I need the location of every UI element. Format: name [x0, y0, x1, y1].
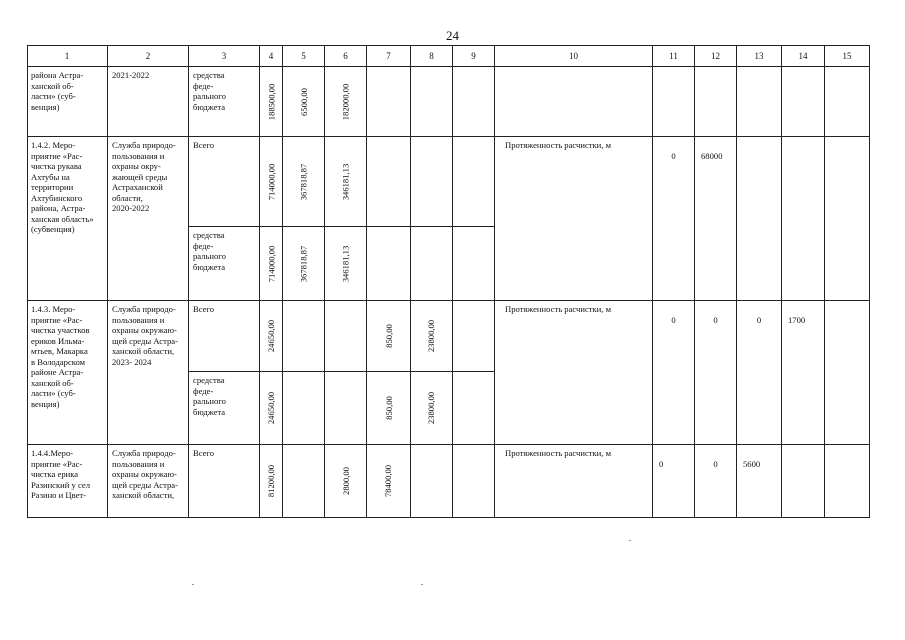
cell-text-line: пользования и [112, 314, 165, 325]
cell-text-line: венция) [31, 101, 60, 112]
cell-text-line: Служба природо- [112, 448, 176, 458]
measure-name-cell [27, 137, 108, 301]
column-header-10: 10 [495, 45, 653, 67]
column-header-11: 11 [653, 45, 695, 67]
column-header-6: 6 [325, 45, 367, 67]
cell-text-line: приятие «Рас- [31, 150, 83, 161]
amount-cell-col9 [453, 67, 495, 137]
amount-cell-col7 [367, 227, 411, 301]
amount-cell-col6 [325, 137, 367, 227]
cell-text-line: Служба природо- [112, 304, 176, 314]
amount-cell-col7 [367, 67, 411, 137]
indicator-value-cell-col15 [825, 67, 870, 137]
column-header-2: 2 [108, 45, 189, 67]
cell-text-line: 2020-2022 [112, 203, 150, 213]
amount-value: 346181,13 [340, 245, 351, 282]
cell-text-line: бюджета [193, 101, 226, 112]
indicator-value: 0 [671, 151, 676, 161]
cell-text-line: феде- [193, 240, 214, 251]
indicator-value-cell-col15 [825, 445, 870, 518]
cell-text-line: феде- [193, 80, 214, 91]
indicator-value: 1700 [788, 315, 806, 325]
scan-speck [629, 540, 631, 541]
measure-name-cell [27, 445, 108, 518]
amount-cell-col8 [411, 445, 453, 518]
column-header-5: 5 [283, 45, 325, 67]
cell-text-line: щей среды Астра- [112, 335, 178, 346]
indicator-value: 68000 [701, 151, 723, 161]
amount-value: 188500,00 [266, 83, 276, 120]
amount-value: 24650,00 [266, 391, 277, 425]
indicator-value-cell-col13 [737, 137, 782, 301]
amount-value: 2800,00 [340, 467, 351, 495]
amount-cell-col7 [367, 301, 411, 372]
column-header-15: 15 [825, 45, 870, 67]
indicator-value-cell-col14 [782, 67, 825, 137]
indicator-value-cell-col12 [695, 137, 737, 301]
cell-text-line: ласти» (суб- [31, 91, 76, 101]
cell-text-line: района Астра- [31, 70, 84, 80]
cell-text-line: ериков Ильма- [31, 335, 85, 346]
funding-source-cell [189, 137, 260, 227]
indicator-value: 5600 [743, 459, 761, 469]
indicator-value-cell-col11 [653, 67, 695, 137]
cell-text-line: ханской об- [31, 80, 74, 91]
amount-value: 6500,00 [298, 87, 309, 116]
funding-source-cell [189, 67, 260, 137]
amount-cell-col4 [260, 227, 283, 301]
executor-cell [108, 301, 189, 445]
indicator-value-cell-col11 [653, 137, 695, 301]
column-header-4: 4 [260, 45, 283, 67]
cell-text-line: чистка рукава [31, 161, 82, 171]
cell-text-line: мтьев, Макарка [31, 346, 88, 356]
indicator-label: Протяженность расчистки, м [505, 140, 612, 150]
amount-value: 81200,00 [266, 464, 277, 498]
cell-text-line: 1.4.3. Меро- [31, 304, 76, 314]
cell-text-line: Разино и Цвет- [31, 490, 87, 500]
column-header-7: 7 [367, 45, 411, 67]
cell-text-line: охраны окру- [112, 161, 161, 171]
column-header-14: 14 [782, 45, 825, 67]
column-header-12: 12 [695, 45, 737, 67]
amount-cell-col9 [453, 372, 495, 445]
amount-cell-col8 [411, 227, 453, 301]
amount-cell-col8 [411, 301, 453, 372]
amount-value: 714000,00 [266, 163, 276, 200]
cell-text-line: пользования и [112, 150, 165, 161]
amount-value: 367818,87 [298, 163, 309, 200]
cell-text-line: 1.4.2. Меро- [31, 140, 76, 150]
cell-text-line: Астраханской [112, 182, 163, 192]
funding-source-cell [189, 227, 260, 301]
amount-cell-col7 [367, 372, 411, 445]
indicator-value: 0 [713, 315, 718, 325]
indicator-value-cell-col14 [782, 301, 825, 445]
amount-cell-col4 [260, 137, 283, 227]
indicator-value-cell-col14 [782, 137, 825, 301]
indicator-value: 0 [713, 459, 718, 469]
column-header-13: 13 [737, 45, 782, 67]
amount-cell-col8 [411, 67, 453, 137]
cell-text-line: приятие «Рас- [31, 458, 83, 469]
amount-cell-col6 [325, 372, 367, 445]
cell-text-line: бюджета [193, 406, 226, 417]
cell-text-line: чистка ерика [31, 469, 79, 479]
amount-cell-col7 [367, 445, 411, 518]
amount-cell-col4 [260, 301, 283, 372]
indicator-value-cell-col12 [695, 67, 737, 137]
amount-value: 714000,00 [266, 245, 276, 282]
scan-speck [192, 584, 194, 585]
amount-cell-col6 [325, 301, 367, 372]
indicator-cell [495, 301, 653, 445]
cell-text-line: Ахтубы на [31, 171, 70, 182]
indicator-cell [495, 445, 653, 518]
indicator-value-cell-col12 [695, 445, 737, 518]
amount-cell-col5 [283, 301, 325, 372]
funding-source-cell [189, 372, 260, 445]
amount-cell-col9 [453, 301, 495, 372]
measure-name-cell [27, 301, 108, 445]
cell-text-line: бюджета [193, 261, 226, 272]
column-header-1: 1 [27, 45, 108, 67]
amount-cell-col5 [283, 137, 325, 227]
amount-value: 346181,13 [340, 163, 351, 200]
funding-source-cell [189, 301, 260, 372]
cell-text-line: ханской области, [112, 490, 175, 500]
indicator-value-cell-col13 [737, 445, 782, 518]
indicator-value-cell-col14 [782, 445, 825, 518]
cell-text-line: венция) [31, 398, 60, 409]
amount-cell-col4 [260, 372, 283, 445]
indicator-value-cell-col11 [653, 301, 695, 445]
scan-speck [421, 584, 423, 585]
indicator-value-cell-col15 [825, 137, 870, 301]
cell-text-line: щей среды Астра- [112, 479, 178, 490]
cell-text-line: 2023- 2024 [112, 356, 152, 367]
budget-table [27, 45, 870, 518]
amount-value: 367818,87 [298, 245, 309, 282]
cell-text-line: Служба природо- [112, 140, 176, 150]
amount-cell-col6 [325, 445, 367, 518]
cell-text-line: районе Астра- [31, 367, 84, 377]
indicator-label: Протяженность расчистки, м [505, 304, 612, 314]
page-number: 24 [446, 28, 459, 43]
cell-text-line: феде- [193, 385, 214, 396]
executor-cell [108, 137, 189, 301]
cell-text-line: 1.4.4.Меро- [31, 448, 74, 458]
cell-text-line: рального [193, 251, 226, 261]
amount-value: 23800,00 [426, 319, 437, 353]
amount-cell-col9 [453, 227, 495, 301]
amount-cell-col5 [283, 445, 325, 518]
amount-cell-col5 [283, 372, 325, 445]
amount-cell-col5 [283, 227, 325, 301]
cell-text-line: рального [193, 396, 226, 406]
indicator-value-cell-col15 [825, 301, 870, 445]
amount-value: 850,00 [383, 324, 394, 348]
cell-text-line: средства [193, 375, 225, 385]
amount-cell-col5 [283, 67, 325, 137]
amount-cell-col9 [453, 445, 495, 518]
amount-cell-col8 [411, 137, 453, 227]
cell-text-line: (субвенция) [31, 224, 75, 234]
indicator-cell [495, 67, 653, 137]
amount-cell-col6 [325, 67, 367, 137]
cell-text-line: ханской об- [31, 377, 74, 388]
cell-text-line: Разинский у сел [31, 479, 90, 490]
amount-value: 78400,00 [383, 464, 394, 498]
cell-text-line: рального [193, 91, 226, 101]
indicator-value-cell-col13 [737, 67, 782, 137]
indicator-value: 0 [659, 459, 664, 469]
cell-text-line: охраны окружаю- [112, 469, 177, 479]
executor-cell [108, 445, 189, 518]
cell-text-line: ханская область» [31, 213, 94, 224]
amount-cell-col4 [260, 67, 283, 137]
amount-cell-col6 [325, 227, 367, 301]
indicator-label: Протяженность расчистки, м [505, 448, 612, 458]
cell-text-line: пользования и [112, 458, 165, 469]
amount-value: 23800,00 [426, 391, 437, 425]
indicator-value-cell-col12 [695, 301, 737, 445]
cell-text-line: района, Астра- [31, 203, 86, 213]
column-header-3: 3 [189, 45, 260, 67]
cell-text-line: ханской области, [112, 346, 175, 356]
cell-text-line: области, [112, 192, 143, 203]
cell-text-line: Ахтубинского [31, 192, 83, 203]
amount-cell-col7 [367, 137, 411, 227]
column-header-9: 9 [453, 45, 495, 67]
cell-text-line: ласти» (суб- [31, 388, 76, 398]
cell-text-line: в Володарском [31, 356, 86, 367]
amount-cell-col4 [260, 445, 283, 518]
cell-text-line: 2021-2022 [112, 70, 150, 80]
measure-name-cell [27, 67, 108, 137]
amount-value: 850,00 [383, 396, 394, 420]
indicator-value-cell-col13 [737, 301, 782, 445]
indicator-value-cell-col11 [653, 445, 695, 518]
cell-text-line: Всего [193, 140, 215, 150]
indicator-value: 0 [756, 315, 762, 325]
cell-text-line: приятие «Рас- [31, 314, 83, 325]
cell-text-line: чистка участков [31, 325, 90, 335]
amount-cell-col8 [411, 372, 453, 445]
amount-cell-col9 [453, 137, 495, 227]
cell-text-line: охраны окружаю- [112, 325, 177, 335]
executor-cell [108, 67, 189, 137]
amount-value: 182000,00 [340, 83, 351, 120]
cell-text-line: Всего [193, 304, 215, 314]
cell-text-line: средства [193, 230, 225, 240]
cell-text-line: Всего [193, 448, 215, 458]
column-header-8: 8 [411, 45, 453, 67]
cell-text-line: жающей среды [112, 171, 168, 182]
funding-source-cell [189, 445, 260, 518]
indicator-value: 0 [671, 315, 676, 325]
cell-text-line: территории [31, 182, 74, 192]
indicator-cell [495, 137, 653, 301]
amount-value: 24650,00 [266, 319, 277, 353]
cell-text-line: средства [193, 70, 225, 80]
